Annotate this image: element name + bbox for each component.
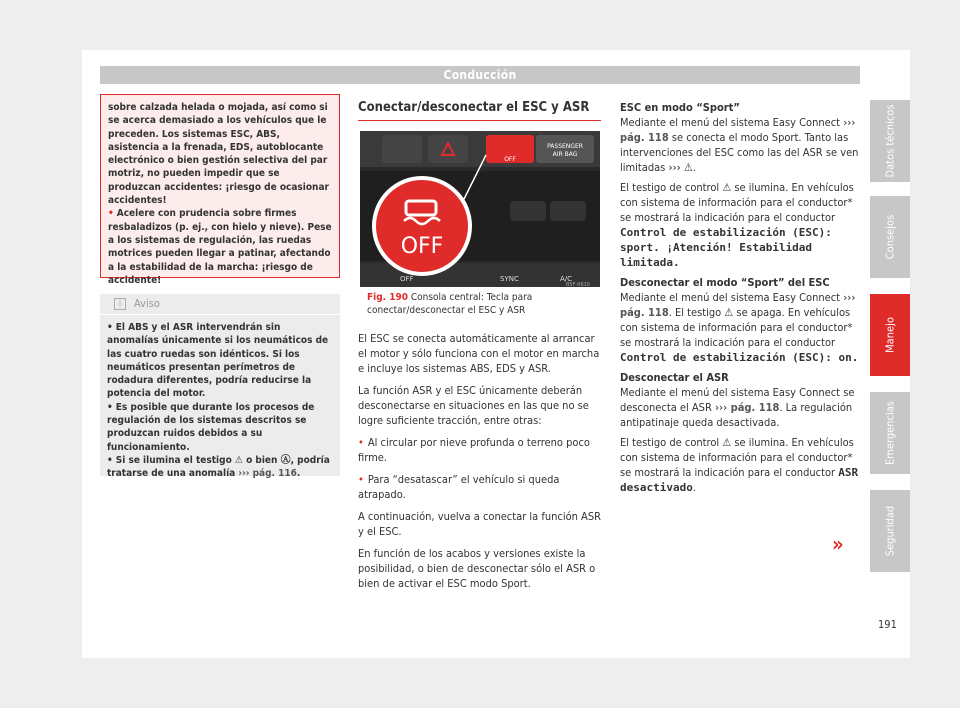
paragraph: El testigo de control ⚠ se ilumina. En vehículos con sistema de información para el conductor* se mostrará la indicación para el conductor ASR desactivado.	[620, 436, 859, 494]
esc-warning-icon: ⚠	[722, 181, 732, 194]
svg-text:AIR BAG: AIR BAG	[552, 151, 578, 158]
right-column	[620, 100, 860, 500]
tab-seguridad[interactable]: Seguridad	[870, 490, 910, 572]
display-message: Control de estabilización (ESC): sport. ¡Atención! Estabilidad limitada.	[620, 226, 832, 269]
continue-icon: »	[832, 532, 844, 556]
subheading: Desconectar el ASR	[620, 371, 729, 384]
svg-text:PASSENGER: PASSENGER	[547, 143, 583, 150]
subheading: ESC en modo “Sport”	[620, 101, 740, 114]
tab-emergencias[interactable]: Emergencias	[870, 392, 910, 474]
page-reference-link[interactable]: ››› pág. 118	[620, 116, 856, 144]
page-header: Conducción	[100, 66, 860, 84]
svg-text:A/C: A/C	[560, 275, 573, 283]
page-reference-link[interactable]: ››› pág. 118	[714, 401, 780, 414]
note-bullet: • Es posible que durante los procesos de regulación de los sistemas descritos se produzcan ruidos debidos a su funcionamiento.	[107, 401, 332, 454]
page-number: 191	[878, 618, 897, 631]
note-title: Aviso	[134, 297, 160, 310]
warning-triangle-icon: ⚠	[683, 161, 693, 174]
paragraph: El ESC se conecta automáticamente al arrancar el motor y sólo funciona con el motor en marcha e incluye los sistemas ABS, EDS y ASR.	[358, 332, 600, 375]
middle-column	[358, 331, 603, 598]
paragraph: Mediante el menú del sistema Easy Connect ››› pág. 118. El testigo ⚠ se apaga. En vehículos con sistema de información para el conductor* se mostrará la indicación para el conductor Control de estabilización (ESC): on.	[620, 291, 859, 364]
esc-warning-icon: ⚠	[722, 436, 732, 449]
svg-text:OFF: OFF	[400, 275, 414, 283]
paragraph: Mediante el menú del sistema Easy Connect se desconecta el ASR ››› pág. 118. La regulación antipatinaje queda desactivada.	[620, 386, 855, 429]
svg-text:OFF: OFF	[504, 156, 516, 163]
tab-manejo[interactable]: Manejo	[870, 294, 910, 376]
note-body	[100, 315, 340, 481]
svg-text:SYNC: SYNC	[500, 275, 519, 283]
figure-number: Fig. 190	[367, 292, 408, 303]
paragraph: Mediante el menú del sistema Easy Connect ››› pág. 118 se conecta el modo Sport. Tanto las intervenciones del ESC como las del ASR se ven limitadas ››› ⚠.	[620, 116, 859, 174]
caption-text: Consola central: Tecla para conectar/desconectar el ESC y ASR	[367, 292, 533, 316]
note-header	[100, 294, 340, 315]
figure-console-photo	[360, 131, 600, 287]
esc-warning-icon: ⚠	[234, 454, 243, 466]
paragraph: El testigo de control ⚠ se ilumina. En vehículos con sistema de información para el conductor* se mostrará la indicación para el conductor Control de estabilización (ESC): sport. ¡Atención! Estabilidad limitada.	[620, 181, 854, 269]
paragraph: En función de los acabos y versiones existe la posibilidad, o bien de desconectar sólo el ASR o bien de activar el ESC modo Sport.	[358, 547, 596, 590]
warning-text: sobre calzada helada o mojada, así como si se acerca demasiado a los vehículos que le preceden. Los sistemas ESC, ABS, asistencia a la frenada, EDS, autoblocante electrónico o bien gestión selectiva del par motriz, no pueden impedir que se produzcan accidentes: ¡riesgo de ocasionar accidentes!	[108, 102, 329, 207]
subheading: Desconectar el modo “Sport” del ESC	[620, 276, 830, 289]
warning-bullet: • Acelere con prudencia sobre firmes resbaladizos (p. ej., con hielo y nieve). Pese a los sistemas de regulación, las ruedas motrices pueden llegar a patinar, afectando a la estabilidad de la marcha: ¡riesgo de accidente!	[108, 207, 332, 287]
paragraph: La función ASR y el ESC únicamente deberán desconectarse en situaciones en las que no se logre suficiente tracción, entre otras:	[358, 384, 589, 427]
tab-consejos[interactable]: Consejos	[870, 196, 910, 278]
page-reference-link[interactable]: ››› pág. 118	[620, 291, 856, 319]
figure-caption	[367, 292, 607, 317]
display-message: Control de estabilización (ESC): on.	[620, 351, 859, 364]
display-message: ASR desactivado	[620, 466, 859, 494]
paragraph: A continuación, vuelva a conectar la función ASR y el ESC.	[358, 510, 601, 538]
console-illustration	[360, 131, 600, 287]
note-bullet: • Si se ilumina el testigo ⚠ o bien Ⓐ, podría tratarse de una anomalía ››› pág. 116.	[107, 454, 332, 481]
svg-text:B5F-0610: B5F-0610	[565, 282, 590, 287]
svg-text:OFF: OFF	[400, 234, 444, 259]
info-icon: i	[114, 298, 126, 310]
list-item: • Para “desatascar” el vehículo si queda atrapado.	[358, 472, 603, 502]
tab-datos-tecnicos[interactable]: Datos técnicos	[870, 100, 910, 182]
abs-warning-icon: Ⓐ	[280, 454, 291, 466]
page-reference-link[interactable]: ››› pág. 116	[238, 468, 297, 480]
section-title: Conectar/desconectar el ESC y ASR	[358, 100, 601, 121]
note-box	[100, 294, 340, 480]
esc-warning-icon: ⚠	[724, 306, 734, 319]
warning-box	[100, 94, 340, 286]
list-item: • Al circular por nieve profunda o terreno poco firme.	[358, 435, 603, 465]
note-bullet: • El ABS y el ASR intervendrán sin anomalías únicamente si los neumáticos de las cuatro ruedas son idénticos. Si los neumáticos presentan perímetros de rodadura diferentes, podría reducirse la potencia del motor.	[107, 321, 332, 401]
